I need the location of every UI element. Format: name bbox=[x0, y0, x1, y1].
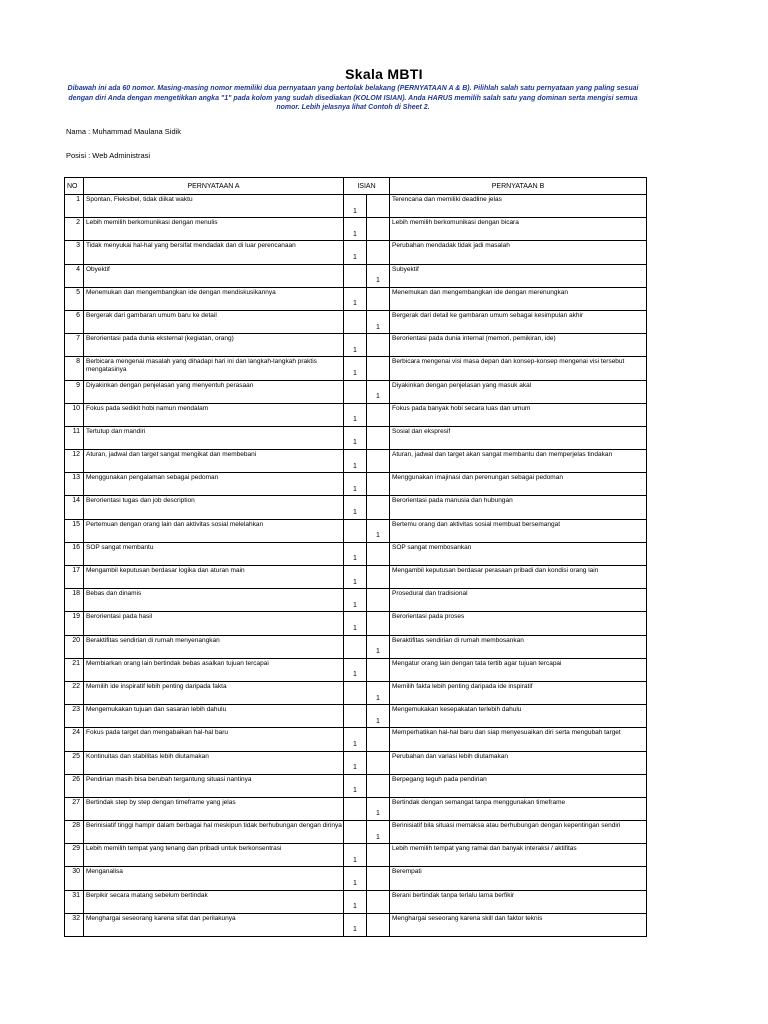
statement-b: Mengatur orang lain dengan tata tertib agar tujuan tercapai bbox=[390, 658, 647, 681]
table-row bbox=[65, 658, 647, 681]
table-row bbox=[65, 705, 647, 728]
row-number: 16 bbox=[65, 542, 84, 565]
row-number: 8 bbox=[65, 357, 84, 380]
table-row bbox=[65, 890, 647, 913]
isian-b-cell[interactable] bbox=[367, 357, 390, 380]
row-number: 21 bbox=[65, 658, 84, 681]
table-row bbox=[65, 844, 647, 867]
table-row bbox=[65, 218, 647, 241]
row-number: 18 bbox=[65, 589, 84, 612]
header-pernyataan-b: PERNYATAAN B bbox=[390, 178, 647, 195]
isian-b-cell[interactable] bbox=[367, 473, 390, 496]
row-number: 4 bbox=[65, 264, 84, 287]
statement-b: Terencana dan memiliki deadline jelas bbox=[390, 195, 647, 218]
isian-a-cell[interactable]: 1 bbox=[344, 728, 367, 751]
table-row bbox=[65, 426, 647, 449]
table-row bbox=[65, 612, 647, 635]
isian-a-cell[interactable]: 1 bbox=[344, 890, 367, 913]
row-number: 28 bbox=[65, 821, 84, 844]
statement-b: Menghargai seseorang karena skill dan faktor teknis bbox=[390, 913, 647, 936]
statement-a: Diyakinkan dengan penjelasan yang menyentuh perasaan bbox=[84, 380, 344, 403]
statement-a: Lebih memilih berkomunikasi dengan menulis bbox=[84, 218, 344, 241]
row-number: 12 bbox=[65, 450, 84, 473]
isian-a-cell[interactable]: 1 bbox=[344, 658, 367, 681]
table-row bbox=[65, 519, 647, 542]
statement-a: Menggunakan pengalaman sebagai pedoman bbox=[84, 473, 344, 496]
statement-b: Berorientasi pada proses bbox=[390, 612, 647, 635]
statement-b: Prosedural dan tradisional bbox=[390, 589, 647, 612]
isian-a-cell[interactable]: 1 bbox=[344, 403, 367, 426]
isian-b-cell[interactable] bbox=[367, 542, 390, 565]
table-row bbox=[65, 496, 647, 519]
isian-a-cell[interactable]: 1 bbox=[344, 542, 367, 565]
statement-a: Bertindak step by step dengan timeframe yang jelas bbox=[84, 797, 344, 820]
statement-a: Spontan, Fleksibel, tidak diikat waktu bbox=[84, 195, 344, 218]
row-number: 25 bbox=[65, 751, 84, 774]
table-row bbox=[65, 913, 647, 936]
row-number: 32 bbox=[65, 913, 84, 936]
isian-a-cell[interactable]: 1 bbox=[344, 357, 367, 380]
statement-b: Mengemukakan kesepakatan terlebih dahulu bbox=[390, 705, 647, 728]
isian-b-cell[interactable] bbox=[367, 728, 390, 751]
statement-b: Berorientasi pada manusia dan hubungan bbox=[390, 496, 647, 519]
statement-a: Pertemuan dengan orang lain dan aktivitas sosial melelahkan bbox=[84, 519, 344, 542]
statement-a: Berorientasi pada hasil bbox=[84, 612, 344, 635]
statement-b: Mengambil keputusan berdasar perasaan pribadi dan kondisi orang lain bbox=[390, 566, 647, 589]
statement-a: Bebas dan dinamis bbox=[84, 589, 344, 612]
row-number: 11 bbox=[65, 426, 84, 449]
table-row bbox=[65, 681, 647, 704]
table-row bbox=[65, 473, 647, 496]
row-number: 22 bbox=[65, 681, 84, 704]
statement-b: Lebih memilih tempat yang ramai dan banyak interaksi / aktifitas bbox=[390, 844, 647, 867]
isian-a-cell[interactable] bbox=[344, 797, 367, 820]
document-title: Skala MBTI bbox=[345, 66, 423, 82]
statement-b: Subyektif bbox=[390, 264, 647, 287]
isian-a-cell[interactable]: 1 bbox=[344, 334, 367, 357]
statement-a: Berorientasi tugas dan job description bbox=[84, 496, 344, 519]
row-number: 19 bbox=[65, 612, 84, 635]
statement-a: Mengemukakan tujuan dan sasaran lebih dahulu bbox=[84, 705, 344, 728]
table-row bbox=[65, 195, 647, 218]
statement-b: Beraktifitas sendirian di rumah membosankan bbox=[390, 635, 647, 658]
table-row bbox=[65, 542, 647, 565]
row-number: 14 bbox=[65, 496, 84, 519]
isian-a-cell[interactable] bbox=[344, 821, 367, 844]
statement-b: Menemukan dan mengembangkan ide dengan merenungkan bbox=[390, 287, 647, 310]
row-number: 9 bbox=[65, 380, 84, 403]
statement-b: SOP sangat membosankan bbox=[390, 542, 647, 565]
isian-b-cell[interactable] bbox=[367, 241, 390, 264]
statement-a: Memilih ide inspiratif lebih penting daripada fakta bbox=[84, 681, 344, 704]
statement-a: Fokus pada sedikit hobi namun mendalam bbox=[84, 403, 344, 426]
statement-b: Berorientasi pada dunia internal (memori, pemikiran, ide) bbox=[390, 334, 647, 357]
isian-b-cell[interactable]: 1 bbox=[367, 705, 390, 728]
row-number: 26 bbox=[65, 774, 84, 797]
header-isian: ISIAN bbox=[344, 178, 390, 195]
row-number: 30 bbox=[65, 867, 84, 890]
table-body bbox=[65, 195, 647, 937]
table-row bbox=[65, 380, 647, 403]
statement-a: Pendirian masih bisa berubah tergantung situasi nantinya bbox=[84, 774, 344, 797]
isian-b-cell[interactable] bbox=[367, 890, 390, 913]
table-row bbox=[65, 728, 647, 751]
statement-a: Tertutup dan mandiri bbox=[84, 426, 344, 449]
row-number: 10 bbox=[65, 403, 84, 426]
isian-b-cell[interactable] bbox=[367, 496, 390, 519]
statement-b: Bertemu orang dan aktivitas sosial membuat bersemangat bbox=[390, 519, 647, 542]
table-row bbox=[65, 287, 647, 310]
isian-b-cell[interactable] bbox=[367, 287, 390, 310]
statement-b: Lebih memilih berkomunikasi dengan bicara bbox=[390, 218, 647, 241]
instructions-text: Dibawah ini ada 60 nomor. Masing-masing nomor memiliki dua pernyataan yang bertolak belakang (PERNYATAAN A & B). Pilihlah salah satu pernyataan yang paling sesuai dengan diri Anda dengan mengetikkan angka "1" pada kolom yang sudah disediakan (KOLOM ISIAN). Anda HARUS memilih salah satu yang dominan serta mengisi semua nomor. Lebih jelasnya lihat Contoh di Sheet 2. bbox=[67, 85, 639, 111]
statement-a: Lebih memilih tempat yang tenang dan pribadi untuk berkonsentrasi bbox=[84, 844, 344, 867]
statement-a: Berpikir secara matang sebelum bertindak bbox=[84, 890, 344, 913]
statement-b: Perubahan mendadak tidak jadi masalah bbox=[390, 241, 647, 264]
isian-a-cell[interactable]: 1 bbox=[344, 473, 367, 496]
statement-a: Obyektif bbox=[84, 264, 344, 287]
table-row bbox=[65, 403, 647, 426]
isian-a-cell[interactable]: 1 bbox=[344, 426, 367, 449]
isian-a-cell[interactable] bbox=[344, 519, 367, 542]
statement-b: Diyakinkan dengan penjelasan yang masuk akal bbox=[390, 380, 647, 403]
isian-b-cell[interactable] bbox=[367, 913, 390, 936]
statement-a: Membiarkan orang lain bertindak bebas asalkan tujuan tercapai bbox=[84, 658, 344, 681]
row-number: 23 bbox=[65, 705, 84, 728]
statement-b: Perubahan dan variasi lebih diutamakan bbox=[390, 751, 647, 774]
table-row bbox=[65, 264, 647, 287]
statement-a: Beraktifitas sendirian di rumah menyenangkan bbox=[84, 635, 344, 658]
table-row bbox=[65, 635, 647, 658]
isian-b-cell[interactable]: 1 bbox=[367, 821, 390, 844]
table-header-row bbox=[65, 178, 647, 195]
statement-a: Bergerak dari gambaran umum baru ke detail bbox=[84, 310, 344, 333]
isian-a-cell[interactable]: 1 bbox=[344, 241, 367, 264]
isian-a-cell[interactable]: 1 bbox=[344, 774, 367, 797]
isian-a-cell[interactable] bbox=[344, 264, 367, 287]
statement-a: Kontinuitas dan stabilitas lebih diutamakan bbox=[84, 751, 344, 774]
isian-b-cell[interactable] bbox=[367, 334, 390, 357]
isian-a-cell[interactable] bbox=[344, 635, 367, 658]
table-row bbox=[65, 334, 647, 357]
isian-b-cell[interactable] bbox=[367, 658, 390, 681]
isian-a-cell[interactable]: 1 bbox=[344, 496, 367, 519]
statement-a: Mengambil keputusan berdasar logika dan aturan main bbox=[84, 566, 344, 589]
isian-a-cell[interactable] bbox=[344, 681, 367, 704]
header-pernyataan-a: PERNYATAAN A bbox=[84, 178, 344, 195]
isian-a-cell[interactable]: 1 bbox=[344, 195, 367, 218]
table-row bbox=[65, 751, 647, 774]
isian-b-cell[interactable]: 1 bbox=[367, 380, 390, 403]
isian-b-cell[interactable]: 1 bbox=[367, 519, 390, 542]
row-number: 13 bbox=[65, 473, 84, 496]
row-number: 27 bbox=[65, 797, 84, 820]
row-number: 6 bbox=[65, 310, 84, 333]
isian-b-cell[interactable] bbox=[367, 774, 390, 797]
statement-b: Fokus pada banyak hobi secara luas dan umum bbox=[390, 403, 647, 426]
isian-a-cell[interactable]: 1 bbox=[344, 566, 367, 589]
isian-a-cell[interactable] bbox=[344, 310, 367, 333]
statement-b: Berpegang teguh pada pendirian bbox=[390, 774, 647, 797]
isian-b-cell[interactable]: 1 bbox=[367, 635, 390, 658]
isian-a-cell[interactable]: 1 bbox=[344, 913, 367, 936]
statement-b: Berempati bbox=[390, 867, 647, 890]
statement-a: Berbicara mengenai masalah yang dihadapi hari ini dan langkah-langkah praktis mengatasinya bbox=[84, 357, 344, 380]
isian-b-cell[interactable] bbox=[367, 566, 390, 589]
statement-b: Aturan, jadwal dan target akan sangat membantu dan memperjelas tindakan bbox=[390, 450, 647, 473]
statement-a: SOP sangat membantu bbox=[84, 542, 344, 565]
row-number: 5 bbox=[65, 287, 84, 310]
row-number: 7 bbox=[65, 334, 84, 357]
isian-b-cell[interactable]: 1 bbox=[367, 797, 390, 820]
statement-a: Menghargai seseorang karena sifat dan perilakunya bbox=[84, 913, 344, 936]
row-number: 17 bbox=[65, 566, 84, 589]
statement-a: Menemukan dan mengembangkan ide dengan mendiskusikannya bbox=[84, 287, 344, 310]
table-row bbox=[65, 797, 647, 820]
row-number: 24 bbox=[65, 728, 84, 751]
isian-a-cell[interactable] bbox=[344, 380, 367, 403]
isian-a-cell[interactable]: 1 bbox=[344, 287, 367, 310]
isian-a-cell[interactable]: 1 bbox=[344, 450, 367, 473]
row-number: 1 bbox=[65, 195, 84, 218]
isian-b-cell[interactable] bbox=[367, 867, 390, 890]
isian-b-cell[interactable]: 1 bbox=[367, 264, 390, 287]
statement-b: Berbicara mengenai visi masa depan dan konsep-konsep mengenai visi tersebut bbox=[390, 357, 647, 380]
isian-b-cell[interactable] bbox=[367, 751, 390, 774]
statement-b: Bergerak dari detail ke gambaran umum sebagai kesimpulan akhir bbox=[390, 310, 647, 333]
isian-b-cell[interactable] bbox=[367, 844, 390, 867]
statement-b: Menggunakan imajinasi dan perenungan sebagai pedoman bbox=[390, 473, 647, 496]
isian-b-cell[interactable]: 1 bbox=[367, 310, 390, 333]
isian-a-cell[interactable]: 1 bbox=[344, 751, 367, 774]
statement-b: Memilih fakta lebih penting daripada ide inspiratif bbox=[390, 681, 647, 704]
statement-b: Bertindak dengan semangat tanpa menggunakan timeframe bbox=[390, 797, 647, 820]
isian-b-cell[interactable] bbox=[367, 589, 390, 612]
statement-a: Fokus pada target dan mengabaikan hal-hal baru bbox=[84, 728, 344, 751]
table-row bbox=[65, 357, 647, 380]
isian-b-cell[interactable] bbox=[367, 612, 390, 635]
row-number: 20 bbox=[65, 635, 84, 658]
header-no: NO bbox=[65, 178, 84, 195]
statement-b: Memperhatikan hal-hal baru dan siap menyesuaikan diri serta mengubah target bbox=[390, 728, 647, 751]
table-row bbox=[65, 241, 647, 264]
table-row bbox=[65, 867, 647, 890]
isian-b-cell[interactable]: 1 bbox=[367, 681, 390, 704]
statement-b: Berinisiatif bila situasi memaksa atau berhubungan dengan kepentingan sendiri bbox=[390, 821, 647, 844]
isian-b-cell[interactable] bbox=[367, 450, 390, 473]
isian-a-cell[interactable]: 1 bbox=[344, 612, 367, 635]
isian-a-cell[interactable]: 1 bbox=[344, 589, 367, 612]
respondent-name: Nama : Muhammad Maulana Sidik bbox=[66, 127, 182, 136]
row-number: 29 bbox=[65, 844, 84, 867]
table-row bbox=[65, 310, 647, 333]
isian-b-cell[interactable] bbox=[367, 195, 390, 218]
isian-a-cell[interactable]: 1 bbox=[344, 844, 367, 867]
statement-a: Aturan, jadwal dan target sangat mengikat dan membebani bbox=[84, 450, 344, 473]
isian-b-cell[interactable] bbox=[367, 426, 390, 449]
row-number: 31 bbox=[65, 890, 84, 913]
statement-b: Berani bertindak tanpa terlalu lama berfikir bbox=[390, 890, 647, 913]
table-row bbox=[65, 566, 647, 589]
row-number: 15 bbox=[65, 519, 84, 542]
statement-a: Berinisiatif tinggi hampir dalam berbagai hal meskipun tidak berhubungan dengan dirinya bbox=[84, 821, 344, 844]
table-row bbox=[65, 774, 647, 797]
isian-a-cell[interactable]: 1 bbox=[344, 867, 367, 890]
isian-b-cell[interactable] bbox=[367, 218, 390, 241]
isian-a-cell[interactable] bbox=[344, 705, 367, 728]
table-row bbox=[65, 589, 647, 612]
isian-b-cell[interactable] bbox=[367, 403, 390, 426]
row-number: 3 bbox=[65, 241, 84, 264]
statement-a: Menganalisa bbox=[84, 867, 344, 890]
table-row bbox=[65, 821, 647, 844]
mbti-questionnaire-table bbox=[64, 177, 647, 937]
statement-a: Tidak menyukai hal-hal yang bersifat mendadak dan di luar perencanaan bbox=[84, 241, 344, 264]
respondent-position: Posisi : Web Administrasi bbox=[66, 151, 151, 160]
statement-a: Berorientasi pada dunia eksternal (kegiatan, orang) bbox=[84, 334, 344, 357]
statement-b: Sosial dan ekspresif bbox=[390, 426, 647, 449]
table-row bbox=[65, 450, 647, 473]
isian-a-cell[interactable]: 1 bbox=[344, 218, 367, 241]
row-number: 2 bbox=[65, 218, 84, 241]
